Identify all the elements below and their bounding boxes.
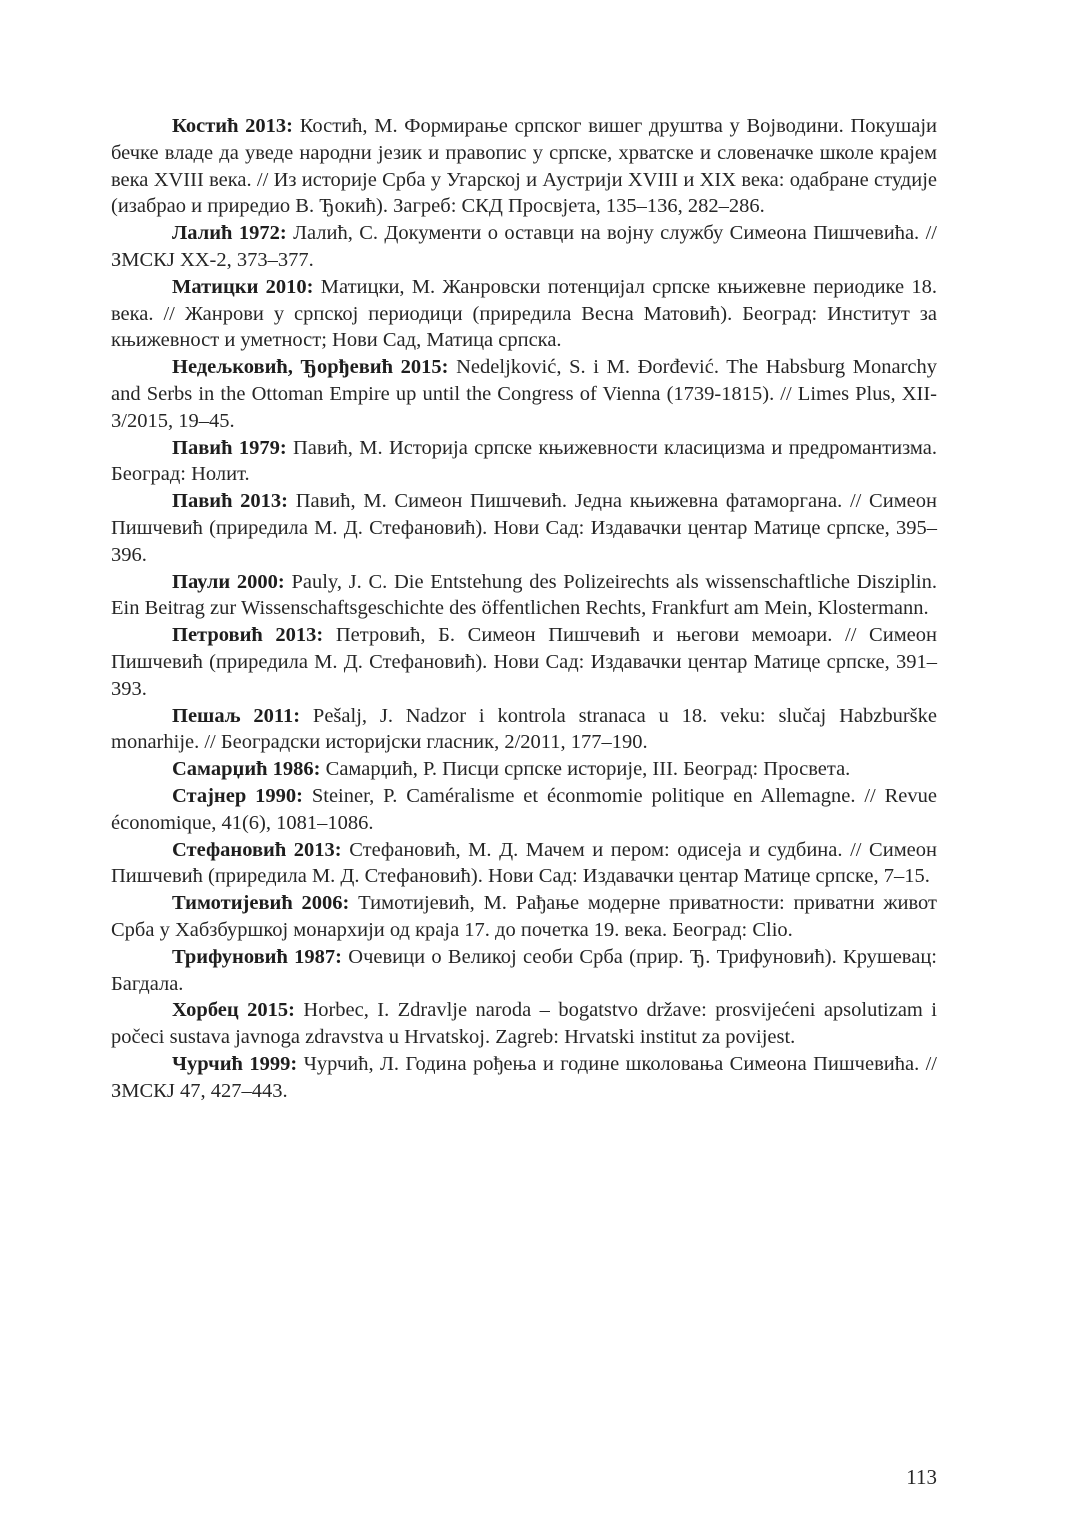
entry-text: Лалић, С. Документи о оставци на војну службу Симеона Пишчевића. // ЗМСКЈ XX-2, 373–377. — [111, 222, 937, 271]
bibliography-entry — [111, 1051, 937, 1105]
entry-key: Павић 1979: — [172, 436, 287, 459]
entry-key: Трифуновић 1987: — [172, 945, 342, 968]
bibliography-entry — [111, 944, 937, 998]
entry-key: Пешаљ 2011: — [172, 704, 301, 727]
bibliography-entry — [111, 113, 937, 220]
entry-key: Хорбец 2015: — [172, 999, 295, 1022]
entry-key: Павић 2013: — [172, 490, 289, 513]
entry-key: Костић 2013: — [172, 115, 294, 137]
bibliography-entry — [111, 703, 937, 757]
entry-text: Костић, М. Формирање српског вишег друштва у Војводини. Покушаји бечке владе да уведе народни језик и правопис у српске, хрватске и словеначке школе крајем века XVIII века. // Из историје Срба у Угарској и Аустрији XVIII и XIX века: одабране студије (изабрао и приредио В. Ђокић). Загреб: СКД Просвјета, 135–136, 282–286. — [111, 115, 937, 218]
entry-text: Pauly, J. C. Die Entstehung des Polizeirechts als wissenschaftliche Disziplin. Ein Beitrag zur Wissenschaftsgeschichte des öffentlichen Rechts, Frankfurt am Mein, Klostermann. — [111, 570, 937, 620]
page-number: 113 — [906, 1465, 937, 1489]
bibliography-entry — [111, 783, 937, 837]
entry-text: Очевици о Великој сеоби Срба (прир. Ђ. Трифуновић). Крушевац: Багдала. — [111, 945, 937, 995]
entry-text: Стефановић, М. Д. Мачем и пером: одисеја и судбина. // Симеон Пишчевић (приредила М. Д. Стефановић). Нови Сад: Издавачки центар Матице српске, 7–15. — [111, 838, 937, 888]
bibliography-entry — [111, 890, 937, 944]
entry-key: Чурчић 1999: — [172, 1052, 298, 1075]
bibliography-entry — [111, 488, 937, 568]
entry-text: Матицки, М. Жанровски потенцијал српске књижевне периодике 18. века. // Жанрови у српској периодици (приредила Весна Матовић). Београд: Институт за књижевност и уметност; Нови Сад, Матица српска. — [111, 275, 937, 352]
entry-text: Чурчић, Л. Година рођења и године школовања Симеона Пишчевића. // ЗМСКЈ 47, 427–443. — [111, 1052, 937, 1102]
entry-key: Петровић 2013: — [172, 624, 324, 647]
entry-key: Паули 2000: — [172, 570, 285, 593]
entry-text: Nedeljković, S. i M. Đorđević. The Habsburg Monarchy and Serbs in the Ottoman Empire up until the Congress of Vienna (1739-1815). // Limes Plus, XII-3/2015, 19–45. — [111, 356, 937, 432]
bibliography-entry — [111, 274, 937, 354]
entry-text: Самарџић, Р. Писци српске историје, III. Београд: Просвета. — [320, 758, 851, 781]
entry-key: Стајнер 1990: — [172, 784, 303, 807]
bibliography-entry — [111, 220, 937, 274]
bibliography-entry — [111, 435, 937, 489]
entry-key: Матицки 2010: — [172, 275, 314, 298]
bibliography-list — [111, 113, 937, 1104]
entry-key: Самарџић 1986: — [172, 758, 321, 781]
entry-key: Недељковић, Ђорђевић 2015: — [172, 356, 449, 379]
entry-text: Павић, М. Симеон Пишчевић. Једна књижевна фатаморгана. // Симеон Пишчевић (приредила М. Д. Стефановић). Нови Сад: Издавачки центар Матице српске, 395–396. — [111, 490, 937, 566]
entry-key: Стефановић 2013: — [172, 838, 342, 861]
bibliography-entry — [111, 756, 937, 783]
entry-key: Тимотијевић 2006: — [172, 892, 350, 915]
bibliography-entry — [111, 354, 937, 434]
bibliography-entry — [111, 622, 937, 702]
entry-text: Horbec, I. Zdravlje naroda – bogatstvo države: prosvijećeni apsolutizam i počeci sustava javnoga zdravstva u Hrvatskoj. Zagreb: Hrvatski institut za povijest. — [111, 999, 937, 1049]
entry-text: Pešalj, J. Nadzor i kontrola stranaca u 18. veku: slučaj Habzburške monarhije. // Београдски историјски гласник, 2/2011, 177–190. — [111, 704, 937, 754]
bibliography-entry — [111, 569, 937, 623]
bibliography-entry — [111, 837, 937, 891]
bibliography-entry — [111, 997, 937, 1051]
entry-key: Лалић 1972: — [172, 222, 287, 245]
entry-text: Павић, М. Историја српске књижевности класицизма и предромантизма. Београд: Нолит. — [111, 436, 937, 486]
entry-text: Петровић, Б. Симеон Пишчевић и његови мемоари. // Симеон Пишчевић (приредила М. Д. Стефановић). Нови Сад: Издавачки центар Матице српске, 391–393. — [111, 624, 937, 700]
entry-text: Steiner, P. Caméralisme et éconmomie politique en Allemagne. // Revue économique, 41(6), 1081–1086. — [111, 784, 937, 834]
entry-text: Тимотијевић, М. Рађање модерне приватности: приватни живот Срба у Хабзбуршкој монархији од краја 17. до почетка 19. века. Београд: Clio. — [111, 892, 937, 941]
